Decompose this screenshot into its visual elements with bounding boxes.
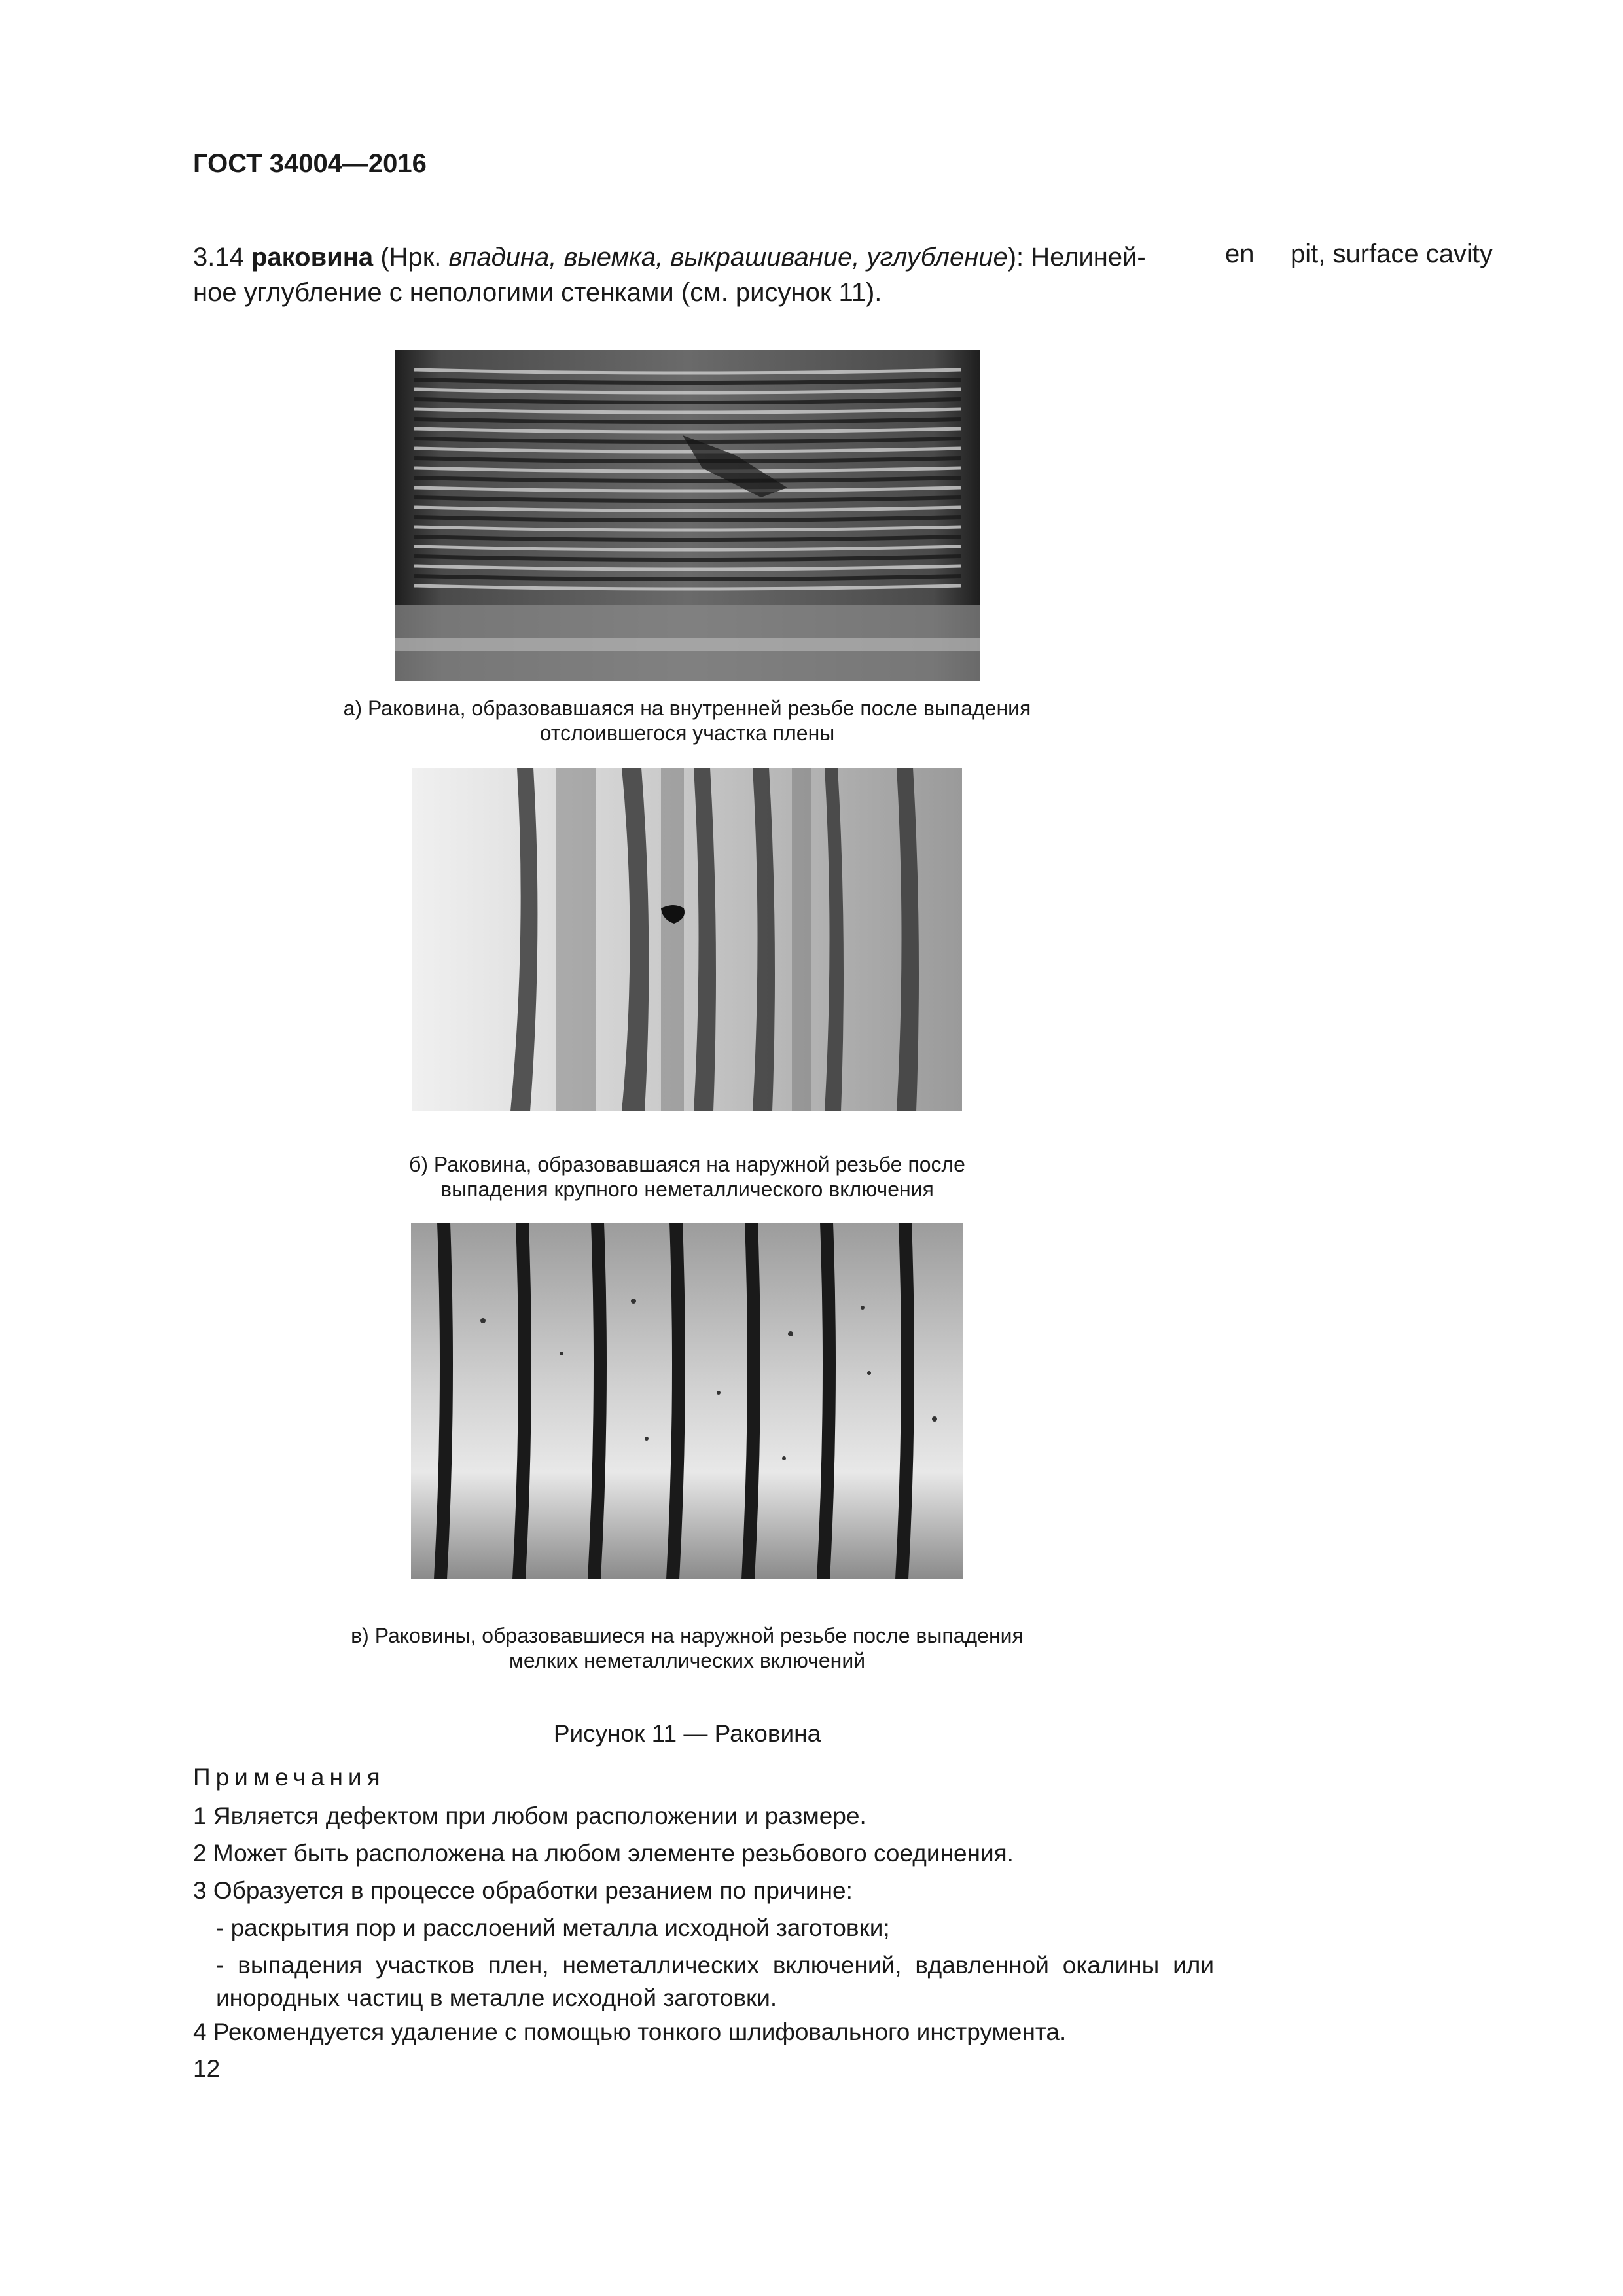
caption-c-line2: мелких неметаллических включений: [508, 1649, 866, 1673]
term-synonyms: впадина, выемка, выкрашивание, углубление: [448, 243, 1008, 272]
photo-external-thread-small-inclusions: [411, 1223, 963, 1579]
document-header: ГОСТ 34004—2016: [193, 149, 427, 178]
term-definition-start: Нелиней-: [1031, 243, 1146, 272]
note-3-subitem-1: - раскрытия пор и расслоений металла исходной заготовки;: [216, 1914, 890, 1941]
caption-c-line1: в) Раковины, образовавшиеся на наружной резьбе после выпадения: [351, 1624, 1024, 1647]
note-2: 2 Может быть расположена на любом элементе резьбового соединения.: [193, 1840, 1014, 1867]
caption-a: [262, 696, 1113, 746]
caption-b: [262, 1152, 1113, 1202]
caption-c: [262, 1623, 1113, 1674]
caption-b-line2: выпадения крупного неметаллического включения: [440, 1177, 934, 1202]
figure-title: Рисунок 11 — Раковина: [553, 1720, 821, 1747]
caption-a-line2: отслоившегося участка плены: [539, 721, 835, 745]
note-3: 3 Образуется в процессе обработки резанием по причине:: [193, 1877, 853, 1904]
term-entry: [193, 240, 1211, 310]
term-synonyms-prefix: (Нрк.: [380, 243, 442, 272]
note-1: 1 Является дефектом при любом расположении и размере.: [193, 1803, 866, 1829]
photo-internal-thread: [395, 350, 980, 681]
note-4: 4 Рекомендуется удаление с помощью тонкого шлифовального инструмента.: [193, 2018, 1067, 2045]
page-number: 12: [193, 2055, 221, 2082]
term-synonyms-suffix: ):: [1007, 243, 1024, 272]
english-term: pit, surface cavity: [1291, 240, 1493, 268]
term-name: раковина: [251, 243, 374, 272]
note-3-subitem-2: - выпадения участков плен, неметаллических включений, вдавленной окалины или инородных частиц в металле исходной заготовки.: [216, 1952, 1214, 2011]
term-definition-line2: ное углубление с непологими стенками (см. рисунок 11).: [193, 278, 882, 307]
caption-a-line1: а) Раковина, образовавшаяся на внутренней резьбе после выпадения: [343, 696, 1031, 720]
photo-external-thread-large-inclusion: [412, 768, 962, 1111]
english-language-label: en: [1225, 240, 1255, 268]
notes-heading: Примечания: [193, 1764, 385, 1791]
caption-b-line1: б) Раковина, образовавшаяся на наружной резьбе после: [409, 1153, 965, 1176]
term-number: 3.14: [193, 243, 244, 272]
